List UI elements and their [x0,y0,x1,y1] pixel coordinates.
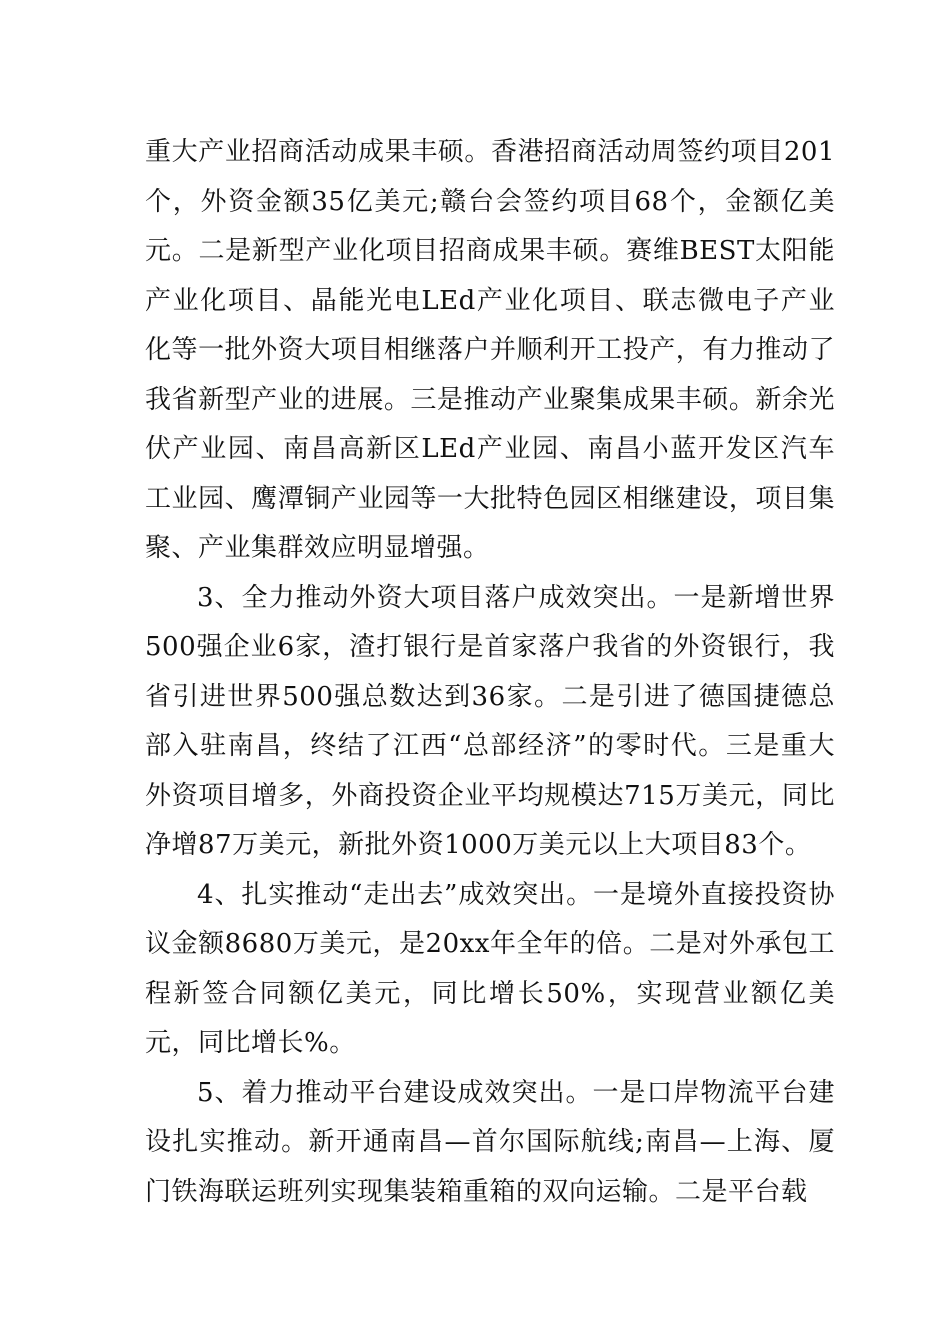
paragraph-continuation: 重大产业招商活动成果丰硕。香港招商活动周签约项目201个，外资金额35亿美元;赣台会签约项目68个，金额亿美元。二是新型产业化项目招商成果丰硕。赛维BEST太阳能产业化项目、晶能光电LEd产业化项目、联志微电子产业化等一批外资大项目相继落户并顺利开工投产，有力推动了我省新型产业的进展。三是推动产业聚集成果丰硕。新余光伏产业园、南昌高新区LEd产业园、南昌小蓝开发区汽车工业园、鹰潭铜产业园等一大批特色园区相继建设，项目集聚、产业集群效应明显增强。 [145,137,835,563]
paragraph-item-4: 4、扎实推动“走出去”成效突出。一是境外直接投资协议金额8680万美元，是20xx年全年的倍。二是对外承包工程新签合同额亿美元，同比增长50%，实现营业额亿美元，同比增长%。 [145,879,835,1058]
paragraph-item-3: 3、全力推动外资大项目落户成效突出。一是新增世界500强企业6家，渣打银行是首家落户我省的外资银行，我省引进世界500强总数达到36家。二是引进了德国捷德总部入驻南昌，终结了江西“总部经济”的零时代。三是重大外资项目增多，外商投资企业平均规模达715万美元，同比净增87万美元，新批外资1000万美元以上大项目83个。 [145,582,835,860]
document-page [145,128,835,1217]
paragraph-item-5: 5、着力推动平台建设成效突出。一是口岸物流平台建设扎实推动。新开通南昌—首尔国际航线;南昌—上海、厦门铁海联运班列实现集装箱重箱的双向运输。二是平台载 [145,1077,835,1207]
